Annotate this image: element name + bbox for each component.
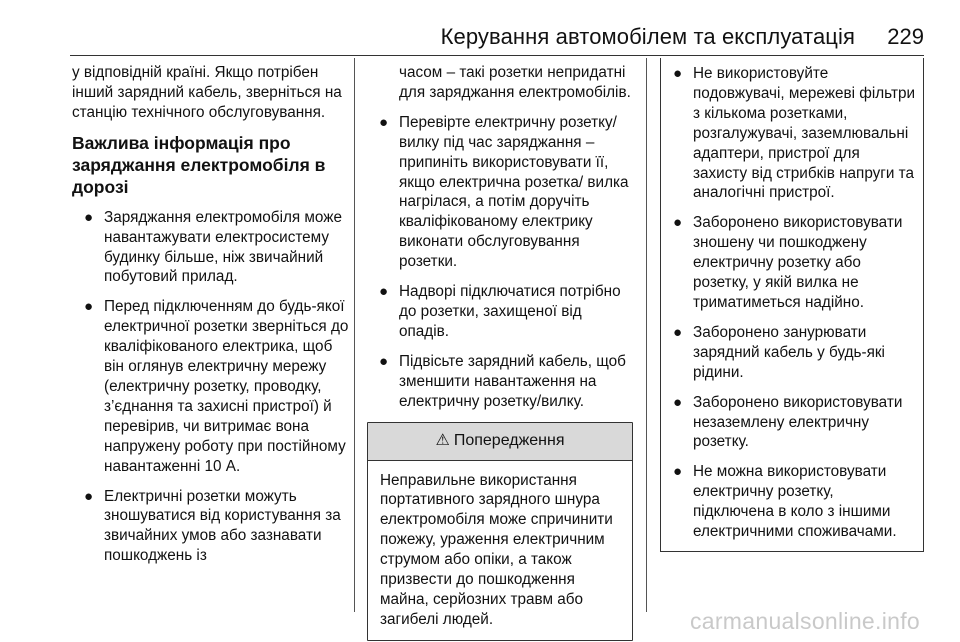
bullet-icon: ● [84, 487, 94, 505]
list-item: ● Перевірте електричну розетку/ вилку під час заряджання – припиніть використовувати її, якщо електрична розетка/ вилка нагрілася, а потім доручіть кваліфікованому електрику виконати обслуговування розетки. [379, 113, 629, 271]
watermark: carmanualsonline.info [689, 608, 920, 634]
warning-text: Неправильне використання портативного зарядного шнура електромобіля може спричинити пожежу, ураження електричним струмом або опіки, а також призвести до пошкодження майна, серйозних травм або загибелі людей. [380, 471, 613, 628]
warning-triangle-icon: ⚠ [435, 432, 450, 450]
warning-header [368, 423, 632, 461]
list-item: ● Заборонено використовувати зношену чи пошкоджену електричну розетку або розетку, у якій вилка не триматиметься надійно. [673, 214, 903, 311]
column-3 [660, 58, 924, 552]
list-item: ● Перед підключенням до будь-якої електричної розетки зверніться до кваліфікованого електрика, щоб він оглянув електричну мережу (електричну розетку, проводку, з’єднання та захисні пристрої) й перевірив, чи витримає вона напружену роботу при постійному навантаженні 10 А. [84, 298, 349, 475]
page-number: 229 [887, 24, 924, 49]
header-rule [70, 55, 924, 56]
list-item: ● Надворі підключатися потрібно до розетки, захищеної від опадів. [379, 283, 621, 340]
bullet-icon: ● [673, 463, 683, 481]
running-title: Керування автомобілем та експлуатація [440, 24, 855, 49]
bullet-icon: ● [673, 323, 683, 341]
list-item: ● Електричні розетки можуть зношуватися від користування за звичайних умов або зазнавати пошкоджень із [84, 487, 341, 565]
list-item: ● Заряджання електромобіля може навантажувати електросистему будинку більше, ніж звичайний побутовий прилад. [84, 208, 343, 286]
bullet-icon: ● [673, 65, 683, 82]
list-item: ● Підвісьте зарядний кабель, щоб зменшити навантаження на електричну розетку/вилку. [379, 352, 626, 410]
list-item-continuation: часом – такі розетки непридатні для заряджання електромобілів. [399, 64, 631, 101]
bullet-icon: ● [84, 208, 94, 226]
bullet-icon: ● [673, 214, 683, 232]
list-item: ● Не можна використовувати електричну розетку, підключена в коло з іншими електричними споживачами. [673, 463, 897, 541]
warning-box-continuation [660, 58, 924, 552]
list-item: ● Заборонено використовувати незаземлену електричну розетку. [673, 393, 903, 451]
intro-paragraph: у відповідній країні. Якщо потрібен інший зарядний кабель, зверніться на станцію технічного обслуговування. [72, 64, 342, 121]
bullet-icon: ● [379, 352, 389, 370]
warning-title: Попередження [453, 432, 565, 450]
bullet-list [661, 64, 915, 542]
bullet-icon: ● [379, 113, 389, 131]
page-header [0, 0, 960, 58]
bullet-icon: ● [84, 298, 94, 316]
list-item: ● Не використовуйте подовжувачі, мережеві фільтри з кількома розетками, розгалужувачі, заземлювальні адаптери, пристрої для захисту від стрибків напруги та аналогічні пристрої. [673, 65, 916, 202]
list-item: ● Заборонено занурювати зарядний кабель у будь-які рідини. [673, 323, 885, 381]
section-heading: Важлива інформація про заряджання електромобіля в дорозі [72, 132, 326, 197]
column-divider-1 [354, 58, 355, 612]
warning-box [367, 422, 633, 641]
bullet-icon: ● [673, 393, 683, 411]
bullet-list [72, 208, 352, 566]
bullet-list [367, 63, 633, 412]
column-1 [72, 63, 352, 576]
column-divider-2 [646, 58, 647, 612]
bullet-icon: ● [379, 283, 389, 301]
column-2 [367, 63, 633, 641]
